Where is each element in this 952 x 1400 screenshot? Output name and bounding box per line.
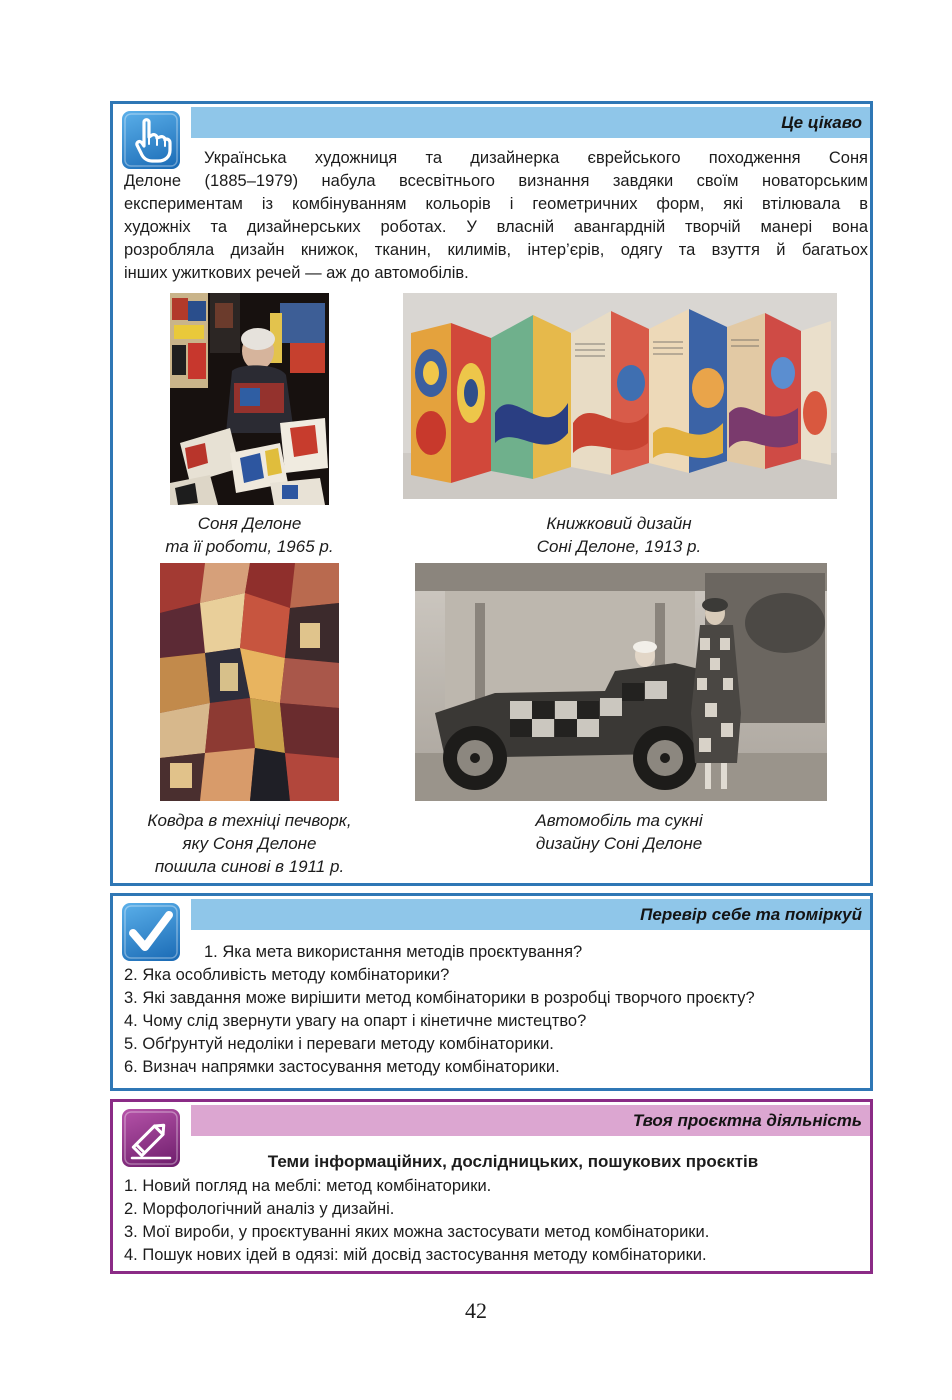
caption-line: Автомобіль та сукні bbox=[535, 811, 703, 830]
intro-line: художніх та дизайнерських роботах. У власній авангардній творчій манері вона bbox=[124, 218, 868, 236]
topic-item: 4. Пошук нових ідей в одязі: мій досвід застосування методу комбінаторики. bbox=[124, 1246, 707, 1264]
question-item: 1. Яка мета використання методів проєктування? bbox=[204, 943, 583, 961]
intro-line: інших ужиткових речей — аж до автомобілів. bbox=[124, 264, 469, 282]
intro-line: Делоне (1885–1979) набула всесвітнього визнання завдяки своїм новаторським bbox=[124, 172, 868, 190]
photo-book-design bbox=[403, 293, 837, 499]
caption-line: та її роботи, 1965 р. bbox=[165, 537, 334, 556]
pencil-icon bbox=[122, 1109, 180, 1167]
project-header: Твоя проєктна діяльність bbox=[191, 1105, 870, 1136]
caption-line: дизайну Соні Делоне bbox=[535, 834, 703, 853]
caption-line: яку Соня Делоне bbox=[182, 834, 317, 853]
question-item: 4. Чому слід звернути увагу на опарт і кінетичне мистецтво? bbox=[124, 1012, 587, 1030]
caption-photo4 bbox=[469, 809, 769, 855]
check-questions bbox=[124, 941, 869, 1079]
caption-line: Соня Делоне bbox=[197, 514, 302, 533]
question-item: 5. Обґрунтуй недоліки і переваги методу комбінаторики. bbox=[124, 1035, 554, 1053]
intro-line: розробляла дизайн книжок, тканин, килимів, інтер’єрів, одягу та взуття й багатьох bbox=[124, 241, 868, 259]
question-item: 6. Визнач напрямки застосування методу комбінаторики. bbox=[124, 1058, 560, 1076]
project-topics bbox=[124, 1175, 869, 1267]
caption-line: Ковдра в техніці печворк, bbox=[147, 811, 352, 830]
intro-line: Українська художниця та дизайнерка єврейського походження Соня bbox=[204, 149, 868, 167]
interesting-header: Це цікаво bbox=[191, 107, 870, 138]
photo-sonia-delaunay bbox=[170, 293, 329, 505]
topic-item: 2. Морфологічний аналіз у дизайні. bbox=[124, 1200, 395, 1218]
check-header: Перевір себе та поміркуй bbox=[191, 899, 870, 930]
photo-car-dresses bbox=[415, 563, 827, 801]
caption-photo1 bbox=[120, 512, 379, 558]
caption-line: Книжковий дизайн bbox=[546, 514, 692, 533]
question-item: 2. Яка особливість методу комбінаторики? bbox=[124, 966, 450, 984]
page-number: 42 bbox=[465, 1298, 487, 1323]
topic-item: 1. Новий погляд на меблі: метод комбінаторики. bbox=[124, 1177, 492, 1195]
intro-paragraph bbox=[124, 147, 868, 285]
photo-patchwork-quilt bbox=[160, 563, 339, 801]
caption-photo3 bbox=[120, 809, 379, 878]
question-item: 3. Які завдання може вирішити метод комбінаторики в розробці творчого проєкту? bbox=[124, 989, 755, 1007]
interesting-box bbox=[110, 101, 873, 886]
caption-photo2 bbox=[469, 512, 769, 558]
project-subtitle: Теми інформаційних, дослідницьких, пошукових проєктів bbox=[267, 1152, 759, 1171]
caption-line: Соні Делоне, 1913 р. bbox=[536, 537, 702, 556]
topic-item: 3. Мої вироби, у проєктуванні яких можна застосувати метод комбінаторики. bbox=[124, 1223, 710, 1241]
check-yourself-box bbox=[110, 893, 873, 1091]
project-box bbox=[110, 1099, 873, 1274]
intro-line: експериментам із комбінуванням кольорів і геометричних форм, які втілювала в bbox=[124, 195, 868, 213]
caption-line: пошила синові в 1911 р. bbox=[154, 857, 345, 876]
